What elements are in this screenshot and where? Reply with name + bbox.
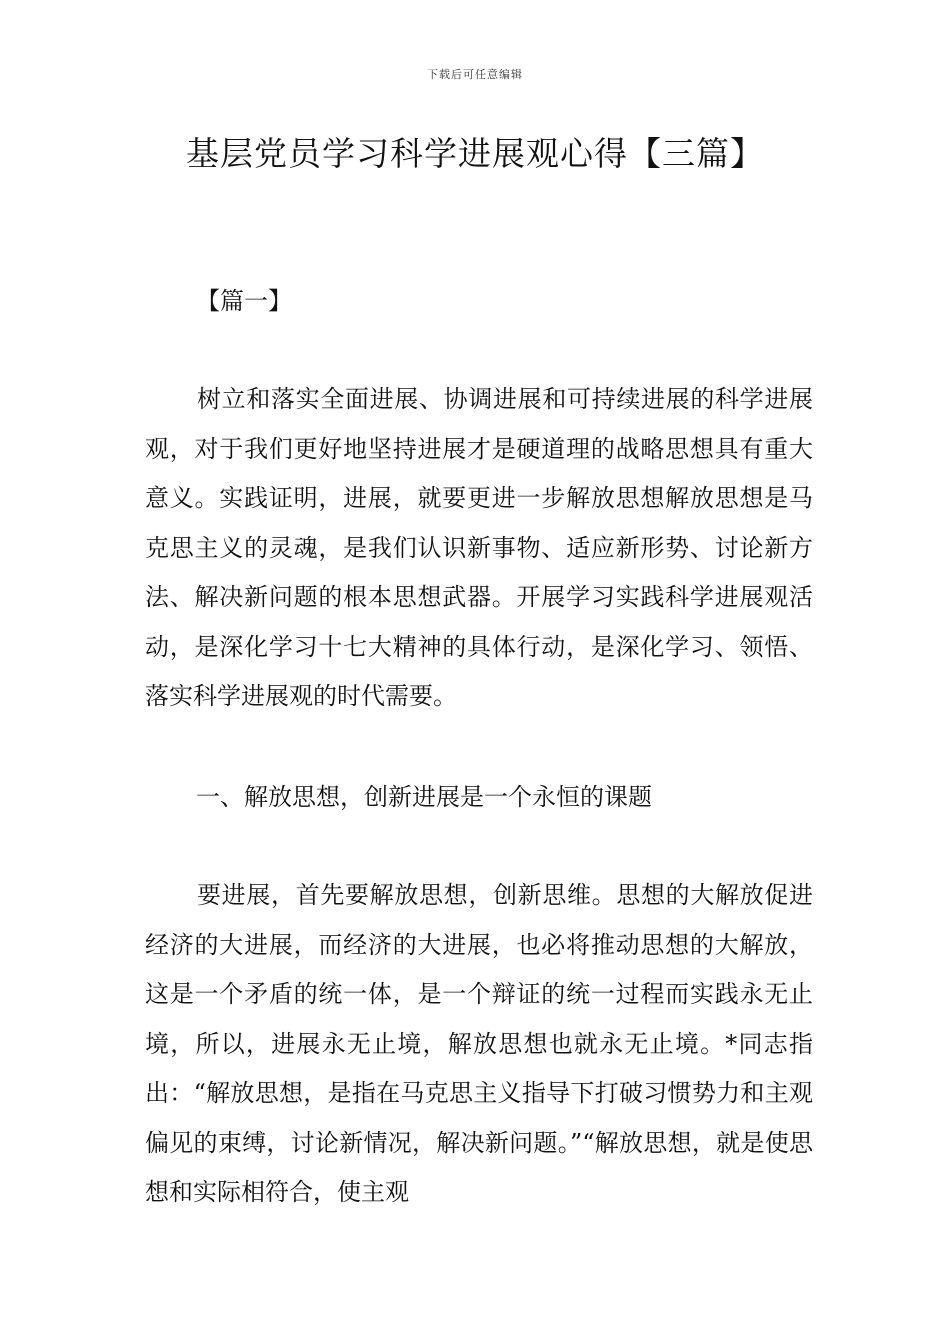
document-title: 基层党员学习科学进展观心得【三篇】: [186, 134, 764, 173]
body-paragraph-1: 树立和落实全面进展、协调进展和可持续进展的科学进展观，对于我们更好地坚持进展才是硬道理的战略思想具有重大意义。实践证明，进展，就要更进一步解放思想解放思想是马克思主义的灵魂，是我们认识新事物、适应新形势、讨论新方法、解决新问题的根本思想武器。开展学习实践科学进展观活动，是深化学习十七大精神的具体行动，是深化学习、领悟、落实科学进展观的时代需要。: [145, 385, 813, 710]
subheading-1: 一、解放思想，创新进展是一个永恒的课题: [196, 783, 652, 811]
section-label: 【篇一】: [196, 287, 292, 315]
header-note: 下载后可任意编辑: [427, 68, 523, 81]
body-paragraph-2: 要进展，首先要解放思想，创新思维。思想的大解放促进经济的大进展，而经济的大进展，也必将推动思想的大解放，这是一个矛盾的统一体，是一个辩证的统一过程而实践永无止境，所以，进展永无止境，解放思想也就永无止境。*同志指出：“解放思想，是指在马克思主义指导下打破习惯势力和主观偏见的束缚，讨论新情况，解决新问题。”“解放思想，就是使思想和实际相符合，使主观: [145, 881, 813, 1206]
